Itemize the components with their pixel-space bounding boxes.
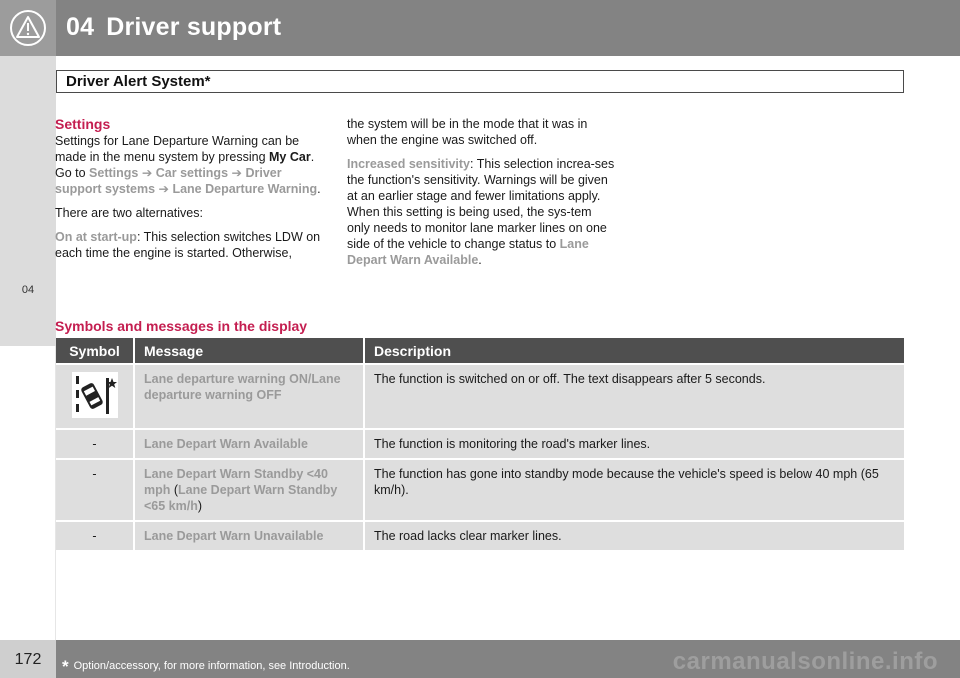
column-header-symbol: Symbol (56, 338, 133, 363)
chapter-side-tab (0, 56, 56, 346)
table-row (56, 363, 904, 428)
table-row (56, 520, 904, 550)
path-driver-support: Driver support systems (55, 166, 282, 196)
arrow-right-icon: ➔ (138, 166, 156, 180)
message-cell (133, 428, 363, 458)
option-on-at-startup-text: : This selection switches LDW on each time the engine is started. Otherwise, (55, 230, 321, 260)
page-number-box (0, 640, 56, 678)
description-cell: The function is switched on or off. The text disappears after 5 seconds. (363, 363, 904, 428)
page-number: 172 (14, 651, 42, 668)
symbol-cell: - (56, 520, 133, 550)
warning-box (0, 0, 56, 56)
message-paren: ( (170, 483, 179, 497)
period: . (478, 253, 482, 267)
lane-departure-icon (72, 372, 118, 418)
my-car-label: My Car (269, 150, 311, 164)
option-continuation: the system will be in the mode that it was in when the engine was switched off. (347, 117, 588, 147)
message-text: Lane Depart Warn Standby <65 km/h (144, 483, 338, 513)
message-cell (133, 458, 363, 520)
alternatives-paragraph: There are two alternatives: (55, 206, 203, 220)
status-lane-depart-available: Lane Depart Warn Available (347, 237, 589, 267)
goto-text: . Go to (55, 150, 315, 180)
table-row (56, 458, 904, 520)
watermark: carmanualsonline.info (672, 648, 938, 675)
symbols-heading: Symbols and messages in the display (55, 318, 308, 334)
symbol-cell: - (56, 428, 133, 458)
message-paren: ) (197, 499, 203, 513)
symbol-cell (56, 363, 133, 428)
description-cell: The function is monitoring the road's marker lines. (363, 428, 904, 458)
message-text: Lane Depart Warn Available (144, 437, 308, 451)
footnote-star: * (62, 657, 69, 676)
symbols-table (56, 338, 904, 550)
section-title-box (56, 70, 904, 93)
option-increased-sensitivity (347, 156, 617, 268)
path-lane-departure: Lane Departure Warning (172, 182, 318, 196)
path-car-settings: Car settings (155, 166, 229, 180)
column-header-description: Description (363, 338, 904, 363)
side-tab-label: 04 (21, 284, 35, 296)
chapter-title (66, 13, 281, 42)
warning-triangle-icon (9, 9, 47, 47)
period: . (317, 182, 321, 196)
settings-column-left (55, 116, 330, 269)
arrow-right-icon: ➔ (155, 182, 173, 196)
settings-heading: Settings (55, 116, 111, 132)
option-on-at-startup (55, 229, 330, 261)
message-text: Lane Depart Warn Unavailable (144, 529, 324, 543)
arrow-right-icon: ➔ (228, 166, 246, 180)
table-header-row (56, 338, 904, 363)
column-header-message: Message (133, 338, 363, 363)
section-title: Driver Alert System* (66, 73, 211, 90)
settings-column-mid (347, 116, 617, 276)
table-row (56, 428, 904, 458)
path-settings: Settings (89, 166, 139, 180)
message-text: Lane Depart Warn Standby <40 mph (144, 467, 328, 497)
message-text: Lane departure warning ON/Lane departure warning OFF (144, 372, 341, 402)
option-increased-sensitivity-label: Increased sensitivity (347, 157, 470, 171)
chapter-number: 04 (66, 13, 95, 41)
symbol-cell: - (56, 458, 133, 520)
description-cell: The road lacks clear marker lines. (363, 520, 904, 550)
option-increased-sensitivity-text: : This selection increa-ses the function's sensitivity. Warnings will be given at an earlier stage and fewer limitations apply. When this setting is being used, the sys-tem only needs to monitor lane marker lines on one side of the vehicle to change status to (347, 157, 615, 251)
option-on-at-startup-label: On at start-up (55, 230, 137, 244)
message-cell (133, 363, 363, 428)
footnote (62, 654, 350, 674)
chapter-name: Driver support (106, 13, 282, 41)
settings-intro-text: Settings for Lane Departure Warning can be made in the menu system by pressing (55, 134, 300, 164)
footnote-text: Option/accessory, for more information, see Introduction. (73, 660, 350, 672)
settings-paragraph-menu (55, 133, 330, 197)
message-cell (133, 520, 363, 550)
description-cell: The function has gone into standby mode because the vehicle's speed is below 40 mph (65 km/h). (363, 458, 904, 520)
